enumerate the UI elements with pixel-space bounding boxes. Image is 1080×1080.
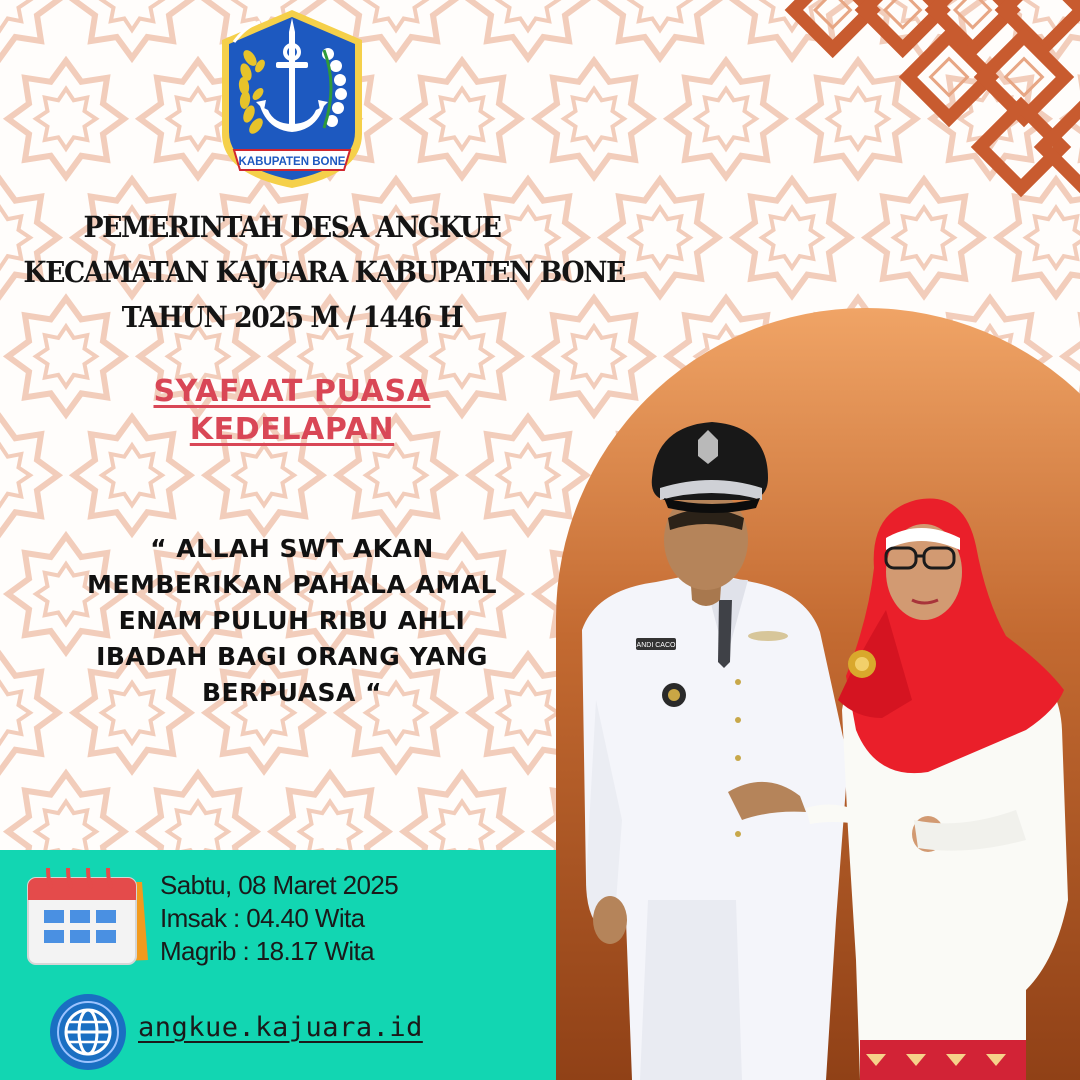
pattern-star-inner: [498, 0, 558, 30]
pattern-star-inner: [102, 445, 162, 505]
quote-line-4: IBADAH BAGI ORANG YANG: [96, 642, 488, 671]
quote-line-2: MEMBERIKAN PAHALA AMAL: [87, 570, 497, 599]
quote-line-1: “ ALLAH SWT AKAN: [150, 534, 434, 563]
heading-line-1: PEMERINTAH DESA ANGKUE: [83, 210, 501, 244]
pattern-star-inner: [630, 208, 690, 268]
pattern-star-inner: [36, 89, 96, 149]
globe-icon[interactable]: [48, 992, 128, 1072]
pattern-star: [0, 0, 58, 58]
pattern-star: [338, 655, 454, 771]
pattern-star-inner: [366, 0, 426, 30]
pattern-star-inner: [366, 445, 426, 505]
pattern-star: [668, 61, 784, 177]
quote-line-3: ENAM PULUH RIBU AHLI: [118, 606, 466, 635]
calendar-icon: [24, 860, 154, 970]
heading-line-2: KECAMATAN KAJUARA KABUPATEN BONE: [23, 255, 625, 289]
pattern-star-inner: [234, 445, 294, 505]
pattern-star-inner: [102, 0, 162, 30]
pattern-star-inner: [696, 89, 756, 149]
pattern-star-inner: [630, 0, 690, 30]
pattern-star: [206, 655, 322, 771]
pattern-star: [404, 61, 520, 177]
schedule-date: Sabtu, 08 Maret 2025: [160, 870, 399, 900]
logo-text: KABUPATEN BONE: [238, 156, 346, 168]
couple-photo: [556, 400, 1080, 1080]
pattern-star: [74, 655, 190, 771]
subtitle-line-2: KEDELAPAN: [189, 412, 395, 447]
pattern-star-inner: [564, 89, 624, 149]
website-link[interactable]: angkue.kajuara.id: [138, 1012, 423, 1043]
pattern-star-inner: [0, 0, 30, 30]
subtitle-line-1: SYAFAAT PUASA: [153, 374, 431, 409]
pattern-star: [536, 61, 652, 177]
pattern-star: [8, 61, 124, 177]
corner-ornament: [780, 0, 1080, 220]
schedule-magrib: Magrib : 18.17 Wita: [160, 936, 375, 966]
heading-line-3: TAHUN 2025 M / 1446 H: [121, 300, 463, 334]
quote-line-5: BERPUASA “: [201, 678, 383, 707]
pattern-star-inner: [432, 89, 492, 149]
schedule-imsak: Imsak : 04.40 Wita: [160, 903, 365, 933]
name-tag: ANDI CACO: [636, 642, 676, 649]
kabupaten-bone-logo: [216, 6, 368, 190]
pattern-star-inner: [498, 445, 558, 505]
pattern-star-inner: [0, 445, 30, 505]
